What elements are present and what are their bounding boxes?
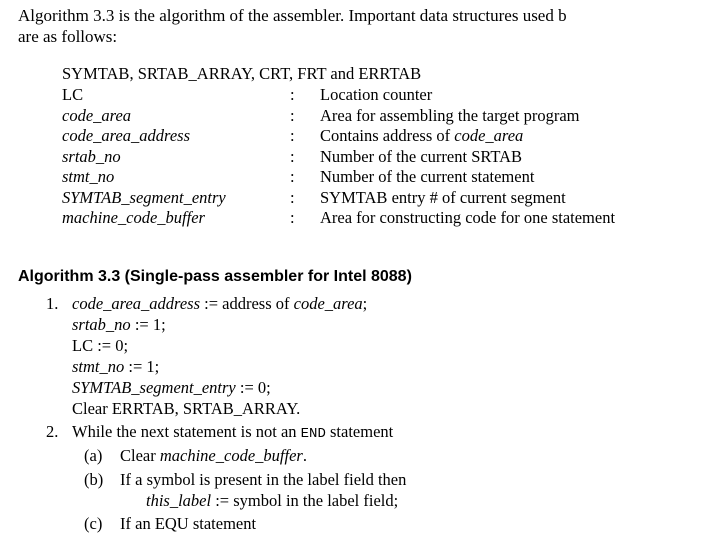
ds-desc: Area for constructing code for one statement [320, 208, 616, 227]
keyword-end: END [300, 426, 326, 442]
algorithm-title: Algorithm 3.3 (Single-pass assembler for Intel 8088) [18, 268, 412, 285]
ds-name: srtab_no [62, 147, 121, 166]
step-2b-rest: := symbol in the label field; [211, 491, 399, 510]
intro-line-2: are as follows: [18, 27, 118, 46]
step-2a-end: . [302, 446, 307, 465]
ds-name: code_area_address [62, 126, 191, 145]
step-2a-label: (a) [84, 446, 103, 465]
var-code-area-address: code_area_address [72, 294, 201, 313]
step-2c-text: If an EQU statement [120, 514, 257, 533]
ds-row-srtab-no [0, 147, 720, 167]
step-1-line-5 [72, 378, 271, 398]
var-symtab-segment-entry: SYMTAB_segment_entry [72, 378, 236, 397]
ds-colon: : [290, 85, 295, 104]
ds-row-stmt-no [0, 167, 720, 187]
step-2a-text [120, 446, 307, 466]
ds-name: machine_code_buffer [62, 208, 205, 227]
step-1-line-3: LC := 0; [72, 336, 129, 355]
ds-desc: Area for assembling the target program [320, 106, 580, 125]
step-1-number: 1. [46, 294, 59, 313]
step-1-line-1 [72, 294, 367, 314]
ds-desc: Number of the current statement [320, 167, 535, 186]
var-machine-code-buffer: machine_code_buffer [159, 446, 303, 465]
ds-row-machine-code-buffer [0, 208, 720, 228]
var-stmt-no: stmt_no [72, 357, 125, 376]
step-1-line-6: Clear ERRTAB, SRTAB_ARRAY. [72, 399, 301, 418]
var-code-area: code_area [293, 294, 363, 313]
var-srtab-no: srtab_no [72, 315, 131, 334]
ds-row-lc [0, 85, 720, 105]
ds-row-symtab-segment-entry [0, 188, 720, 208]
step-2-line [72, 422, 393, 442]
ds-colon: : [290, 147, 295, 166]
step-1-line-5-rest: := 0; [235, 378, 271, 397]
ds-desc-italic: code_area [454, 126, 524, 145]
step-2-post: statement [325, 422, 394, 441]
ds-colon: : [290, 126, 295, 145]
step-2c-label: (c) [84, 514, 103, 533]
ds-colon: : [290, 188, 295, 207]
step-1-line-2 [72, 315, 166, 335]
step-2-number: 2. [46, 422, 59, 441]
var-this-label: this_label [146, 491, 212, 510]
step-1-line-1-mid: := address of [200, 294, 294, 313]
ds-colon: : [290, 208, 295, 227]
ds-desc [320, 126, 523, 146]
step-2b-label: (b) [84, 470, 104, 489]
ds-name: SYMTAB_segment_entry [62, 188, 226, 207]
step-1-line-1-end: ; [362, 294, 368, 313]
ds-name: code_area [62, 106, 132, 125]
step-2b-continuation [146, 491, 398, 511]
ds-colon: : [290, 106, 295, 125]
data-structures-header: SYMTAB, SRTAB_ARRAY, CRT, FRT and ERRTAB [62, 64, 422, 83]
ds-desc: SYMTAB entry # of current segment [320, 188, 566, 207]
step-1-line-4-rest: := 1; [124, 357, 160, 376]
step-1-line-4 [72, 357, 159, 377]
step-2-pre: While the next statement is not an [72, 422, 301, 441]
ds-row-code-area-address [0, 126, 720, 146]
ds-desc: Location counter [320, 85, 433, 104]
intro-line-1: Algorithm 3.3 is the algorithm of the assembler. Important data structures used b [18, 6, 567, 25]
ds-desc-prefix: Contains address of [320, 126, 455, 145]
ds-name: LC [62, 85, 84, 104]
step-2b-text: If a symbol is present in the label field then [120, 470, 407, 489]
step-2a-clear: Clear [120, 446, 160, 465]
step-1-line-2-rest: := 1; [130, 315, 166, 334]
ds-name: stmt_no [62, 167, 115, 186]
ds-desc: Number of the current SRTAB [320, 147, 523, 166]
ds-colon: : [290, 167, 295, 186]
ds-row-code-area [0, 106, 720, 126]
